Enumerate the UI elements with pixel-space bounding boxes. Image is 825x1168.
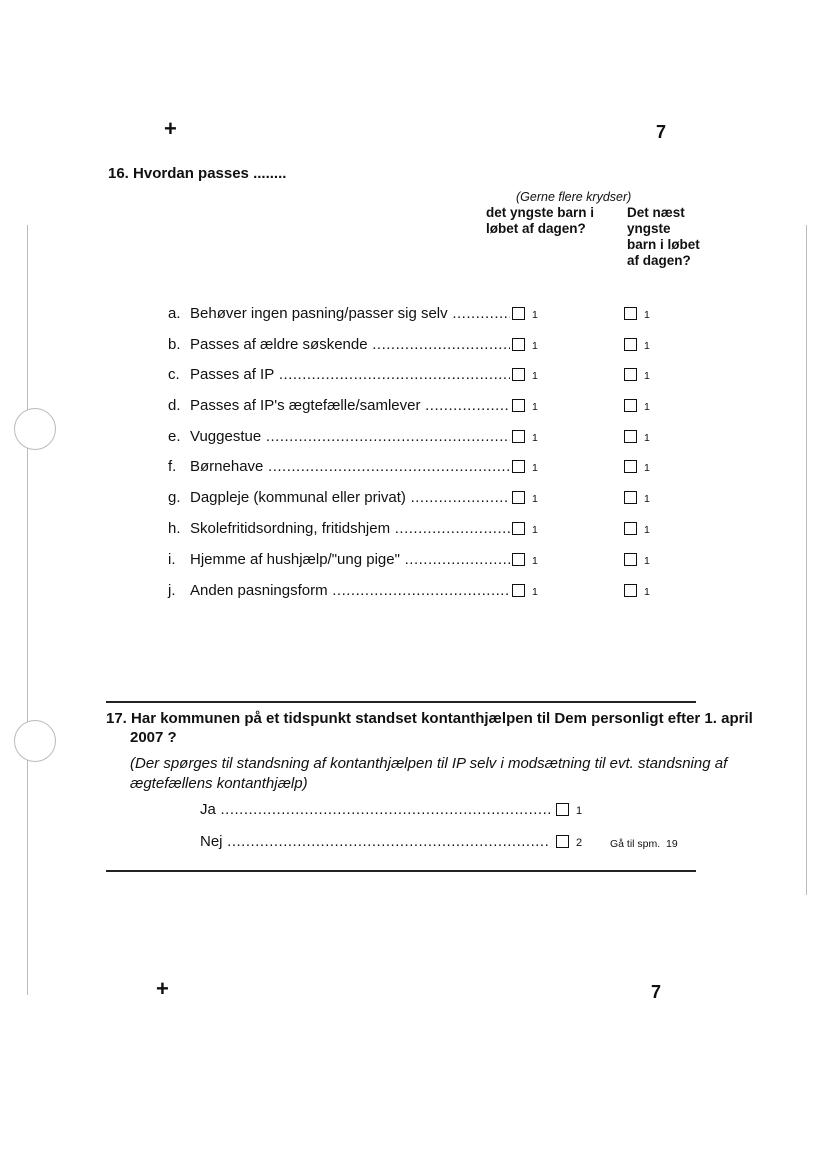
option-letter: c.	[168, 366, 180, 383]
column-note: (Gerne flere krydser)	[516, 190, 632, 204]
answer-label: Ja .....	[200, 800, 550, 820]
question-17-instruction	[130, 754, 810, 794]
option-letter: e.	[168, 428, 181, 445]
checkbox-youngest[interactable]	[512, 368, 525, 381]
response-code: 1	[532, 555, 538, 567]
question-17-title	[106, 709, 806, 747]
option-letter: d.	[168, 397, 181, 414]
column-header-next-youngest-line: Det næst	[627, 205, 685, 220]
page-number-bottom: 7	[651, 982, 662, 1002]
skip-instruction: Gå til spm. 19	[610, 838, 678, 850]
checkbox-youngest[interactable]	[512, 522, 525, 535]
registration-mark-top: +	[164, 116, 177, 141]
response-code: 2	[576, 837, 583, 849]
option-label: Behøver ingen pasning/passer sig selv .....	[190, 304, 510, 324]
checkbox-next-youngest[interactable]	[624, 522, 637, 535]
checkbox-next-youngest[interactable]	[624, 460, 637, 473]
response-code: 1	[532, 432, 538, 444]
checkbox-youngest[interactable]	[512, 338, 525, 351]
section-divider-top	[106, 701, 696, 703]
column-header-youngest-line: det yngste barn i	[486, 205, 595, 220]
option-row-h	[168, 519, 668, 539]
option-row-d	[168, 396, 668, 416]
response-code: 1	[644, 401, 650, 413]
option-label: Passes af ældre søskende .....	[190, 335, 510, 355]
option-label: Passes af IP's ægtefælle/samlever .....	[190, 396, 510, 416]
column-header-next-youngest	[627, 205, 700, 269]
option-row-f	[168, 457, 668, 477]
response-code: 1	[644, 432, 650, 444]
checkbox-next-youngest[interactable]	[624, 338, 637, 351]
response-code: 1	[644, 524, 650, 536]
question-17-title-line: 17. Har kommunen på et tidspunkt standset kontanthjælpen til Dem personligt efter 1. april	[106, 710, 753, 727]
response-code: 1	[644, 370, 650, 382]
checkbox-next-youngest[interactable]	[624, 584, 637, 597]
answer-row-no	[200, 832, 700, 852]
checkbox-next-youngest[interactable]	[624, 307, 637, 320]
page-number-top: 7	[656, 122, 667, 142]
response-code: 1	[644, 493, 650, 505]
response-code: 1	[532, 493, 538, 505]
option-label: Børnehave .....	[190, 457, 510, 477]
scan-edge-right	[806, 225, 807, 895]
checkbox-next-youngest[interactable]	[624, 553, 637, 566]
checkbox-next-youngest[interactable]	[624, 430, 637, 443]
option-letter: i.	[168, 551, 176, 568]
response-code: 1	[532, 462, 538, 474]
checkbox-youngest[interactable]	[512, 399, 525, 412]
checkbox-youngest[interactable]	[512, 553, 525, 566]
checkbox-youngest[interactable]	[512, 430, 525, 443]
option-row-e	[168, 427, 668, 447]
response-code: 1	[532, 586, 538, 598]
response-code: 1	[532, 309, 538, 321]
checkbox-youngest[interactable]	[512, 584, 525, 597]
punch-hole-bottom	[14, 720, 56, 762]
section-divider-bottom	[106, 870, 696, 872]
option-letter: a.	[168, 305, 181, 322]
checkbox-no[interactable]	[556, 835, 569, 848]
checkbox-youngest[interactable]	[512, 491, 525, 504]
option-label: Passes af IP .....	[190, 365, 510, 385]
option-label: Skolefritidsordning, fritidshjem .....	[190, 519, 510, 539]
option-label: Anden pasningsform .....	[190, 581, 510, 601]
checkbox-youngest[interactable]	[512, 307, 525, 320]
option-row-b	[168, 335, 668, 355]
registration-mark-bottom: +	[156, 976, 169, 1001]
option-row-j	[168, 581, 668, 601]
checkbox-next-youngest[interactable]	[624, 368, 637, 381]
response-code: 1	[644, 462, 650, 474]
punch-hole-top	[14, 408, 56, 450]
question-17-instruction-line: (Der spørges til standsning af kontanthjælpen til IP selv i modsætning til evt. standsning af	[130, 755, 728, 772]
scan-edge-left	[27, 225, 28, 995]
checkbox-youngest[interactable]	[512, 460, 525, 473]
checkbox-next-youngest[interactable]	[624, 491, 637, 504]
question-16-title: 16. Hvordan passes ........	[108, 165, 287, 182]
response-code: 1	[644, 555, 650, 567]
option-label: Dagpleje (kommunal eller privat) .....	[190, 488, 510, 508]
option-letter: g.	[168, 489, 181, 506]
response-code: 1	[644, 309, 650, 321]
response-code: 1	[532, 524, 538, 536]
response-code: 1	[532, 370, 538, 382]
answer-row-yes	[200, 800, 680, 820]
option-row-i	[168, 550, 668, 570]
column-header-next-youngest-line: yngste	[627, 221, 671, 236]
question-17-title-line: 2007 ?	[130, 729, 177, 746]
column-header-next-youngest-line: af dagen?	[627, 253, 691, 268]
option-label: Hjemme af hushjælp/"ung pige" .....	[190, 550, 510, 570]
option-letter: h.	[168, 520, 181, 537]
option-label: Vuggestue .....	[190, 427, 510, 447]
column-header-next-youngest-line: barn i løbet	[627, 237, 700, 252]
question-17-instruction-line: ægtefællens kontanthjælp)	[130, 775, 308, 792]
option-letter: b.	[168, 336, 181, 353]
checkbox-yes[interactable]	[556, 803, 569, 816]
option-row-a	[168, 304, 668, 324]
option-row-c	[168, 365, 668, 385]
option-row-g	[168, 488, 668, 508]
response-code: 1	[532, 401, 538, 413]
response-code: 1	[576, 805, 583, 817]
response-code: 1	[532, 340, 538, 352]
answer-label: Nej .....	[200, 832, 550, 852]
column-header-youngest-line: løbet af dagen?	[486, 221, 586, 236]
checkbox-next-youngest[interactable]	[624, 399, 637, 412]
response-code: 1	[644, 586, 650, 598]
option-letter: j.	[168, 582, 176, 599]
option-letter: f.	[168, 458, 177, 475]
column-header-youngest	[486, 205, 594, 237]
response-code: 1	[644, 340, 650, 352]
